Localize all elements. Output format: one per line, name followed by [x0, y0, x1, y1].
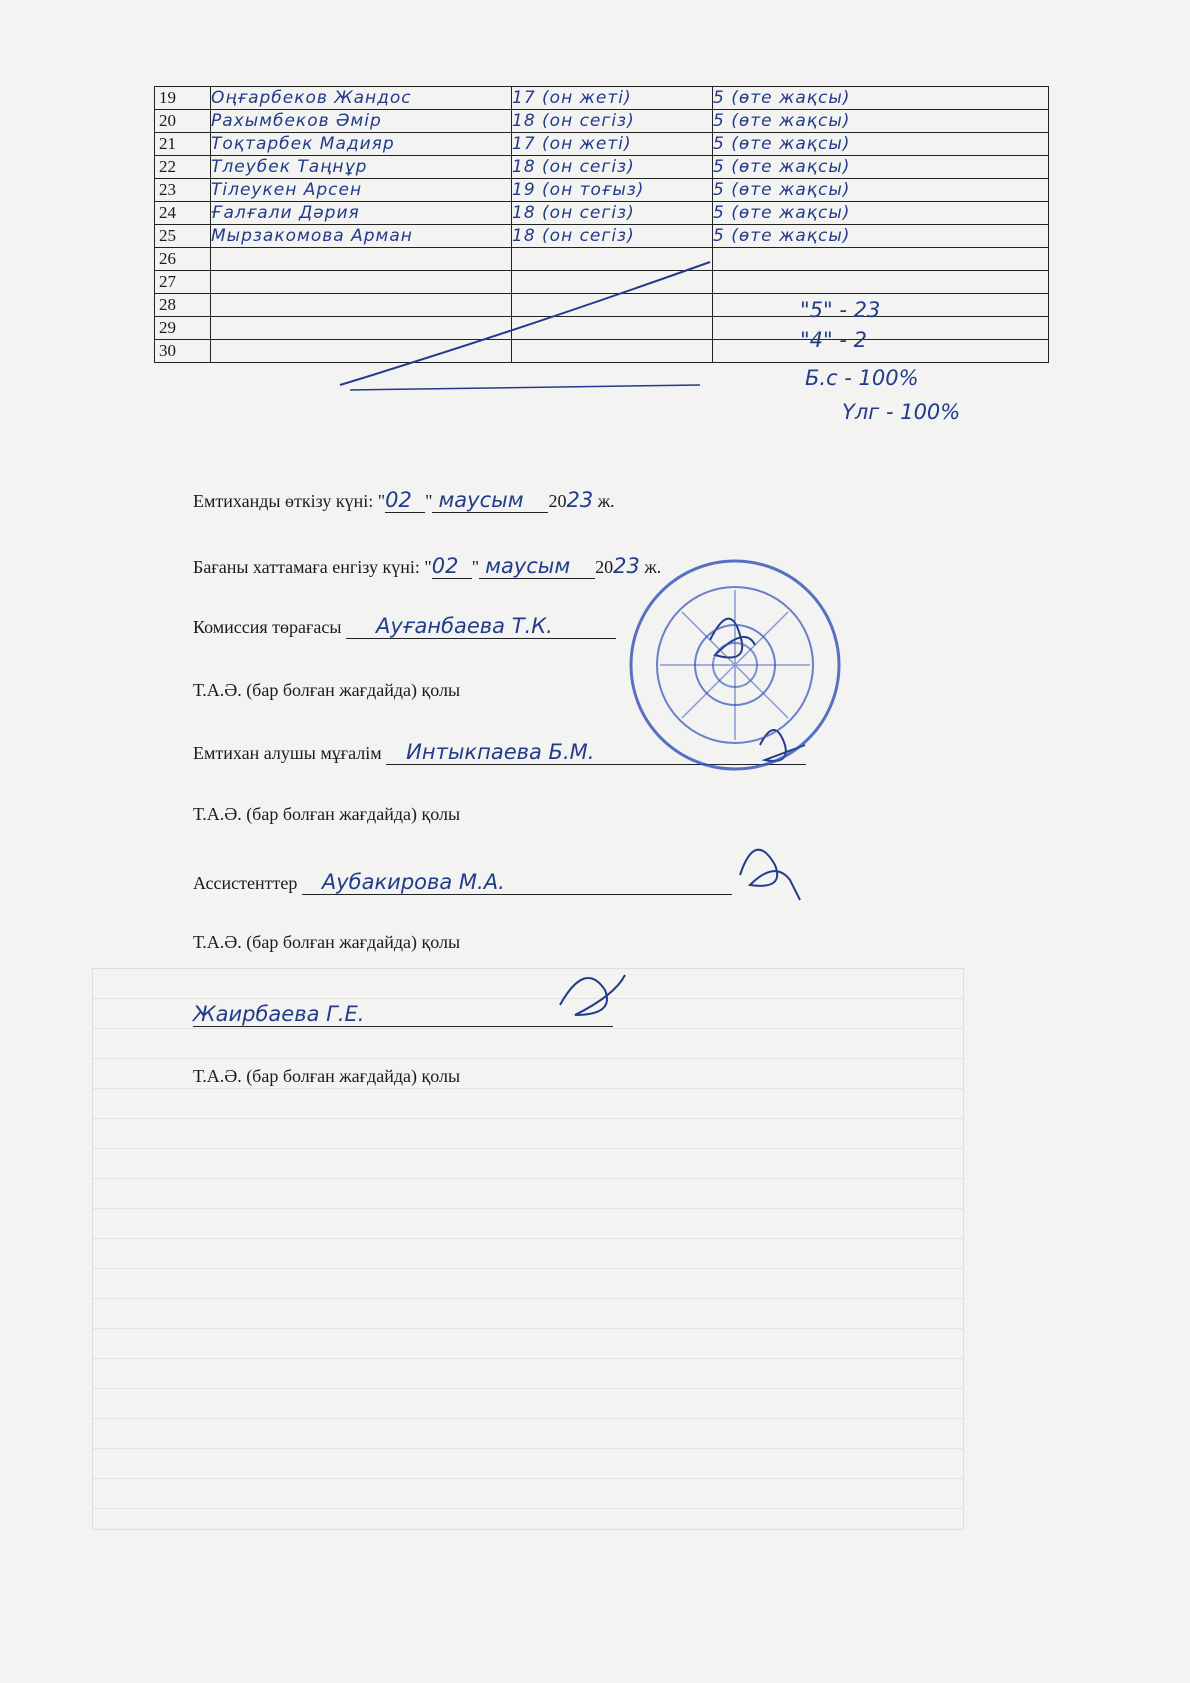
- student-name: Ғалғали Дәрия: [211, 202, 512, 225]
- entry-date-year-suffix: 23: [613, 554, 640, 578]
- row-number: 24: [155, 202, 211, 225]
- student-grade: 5 (өте жақсы): [713, 179, 1049, 202]
- exam-date-line: Емтиханды өткізу күні: "02 " маусым 2023 ж.: [193, 488, 615, 512]
- chair-fio-note: Т.А.Ә. (бар болған жағдайда) қолы: [193, 680, 461, 700]
- student-score: 18 (он сегіз): [512, 225, 713, 248]
- student-name: Мырзакомова Арман: [211, 225, 512, 248]
- exam-date-tail: ж.: [593, 491, 615, 511]
- student-grade: 5 (өте жақсы): [713, 110, 1049, 133]
- chair-label: Комиссия төрағасы: [193, 617, 342, 637]
- summary-4-count: "4" - 2: [800, 328, 867, 352]
- summary-quality: Б.с - 100%: [805, 366, 919, 390]
- student-score: 19 (он тоғыз): [512, 179, 713, 202]
- official-stamp-seal: [625, 555, 845, 775]
- student-score: 17 (он жеті): [512, 87, 713, 110]
- exam-date-month: маусым: [432, 488, 548, 513]
- reverse-side-table-bleed: [92, 968, 964, 1530]
- row-number: 19: [155, 87, 211, 110]
- row-number: 30: [155, 340, 211, 363]
- student-score: 18 (он сегіз): [512, 110, 713, 133]
- student-name: Тілеукен Арсен: [211, 179, 512, 202]
- row-number: 20: [155, 110, 211, 133]
- student-grade: 5 (өте жақсы): [713, 133, 1049, 156]
- student-score: 17 (он жеті): [512, 133, 713, 156]
- row-number: 28: [155, 294, 211, 317]
- row-number: 25: [155, 225, 211, 248]
- student-grade: 5 (өте жақсы): [713, 87, 1049, 110]
- row-number: 27: [155, 271, 211, 294]
- entry-date-line: Бағаны хаттамаға енгізу күні: "02 " маусым 2023 ж.: [193, 554, 662, 578]
- teacher-label: Емтихан алушы мұғалім: [193, 743, 382, 763]
- exam-date-label: Емтиханды өткізу күні: ": [193, 491, 386, 511]
- chair-signature-name: Ауғанбаева Т.К.: [346, 614, 616, 639]
- assistants-line: [193, 870, 732, 895]
- summary-5-count: "5" - 23: [800, 298, 881, 322]
- student-score: 18 (он сегіз): [512, 156, 713, 179]
- row-number: 29: [155, 317, 211, 340]
- exam-date-year-suffix: 23: [566, 488, 594, 512]
- assistant-2-signature-name: Жаирбаева Г.Е.: [193, 1002, 613, 1027]
- assistant-2-fio-note: Т.А.Ә. (бар болған жағдайда) қолы: [193, 1066, 461, 1086]
- row-number: 21: [155, 133, 211, 156]
- summary-success: Үлг - 100%: [842, 400, 961, 424]
- assistants-fio-note: Т.А.Ә. (бар болған жағдайда) қолы: [193, 932, 461, 952]
- student-grade: 5 (өте жақсы): [713, 202, 1049, 225]
- student-name: Оңғарбеков Жандос: [211, 87, 512, 110]
- entry-date-label: Бағаны хаттамаға енгізу күні: ": [193, 557, 432, 577]
- exam-date-year-prefix: 20: [548, 491, 567, 511]
- row-number: 26: [155, 248, 211, 271]
- teacher-signature-name: Интыкпаева Б.М.: [386, 740, 806, 765]
- row-number: 23: [155, 179, 211, 202]
- entry-date-month: маусым: [479, 554, 595, 579]
- assistants-label: Ассистенттер: [193, 873, 298, 893]
- student-name: Рахымбеков Әмір: [211, 110, 512, 133]
- assistant-1-signature-name: Аубакирова М.А.: [302, 870, 732, 895]
- student-name: Тоқтарбек Мадияр: [211, 133, 512, 156]
- teacher-fio-note: Т.А.Ә. (бар болған жағдайда) қолы: [193, 804, 461, 824]
- student-score: 18 (он сегіз): [512, 202, 713, 225]
- entry-date-day: 02: [432, 554, 472, 579]
- assistant-2-line: [193, 1002, 613, 1027]
- row-number: 22: [155, 156, 211, 179]
- student-grade: 5 (өте жақсы): [713, 225, 1049, 248]
- student-grade: 5 (өте жақсы): [713, 156, 1049, 179]
- entry-date-tail: ж.: [639, 557, 662, 577]
- student-name: Тлеубек Таңнұр: [211, 156, 512, 179]
- entry-date-year-prefix: 20: [595, 557, 614, 577]
- exam-date-day: 02: [385, 488, 425, 513]
- empty-rows-strike: [0, 0, 1190, 420]
- chair-line: [193, 614, 616, 639]
